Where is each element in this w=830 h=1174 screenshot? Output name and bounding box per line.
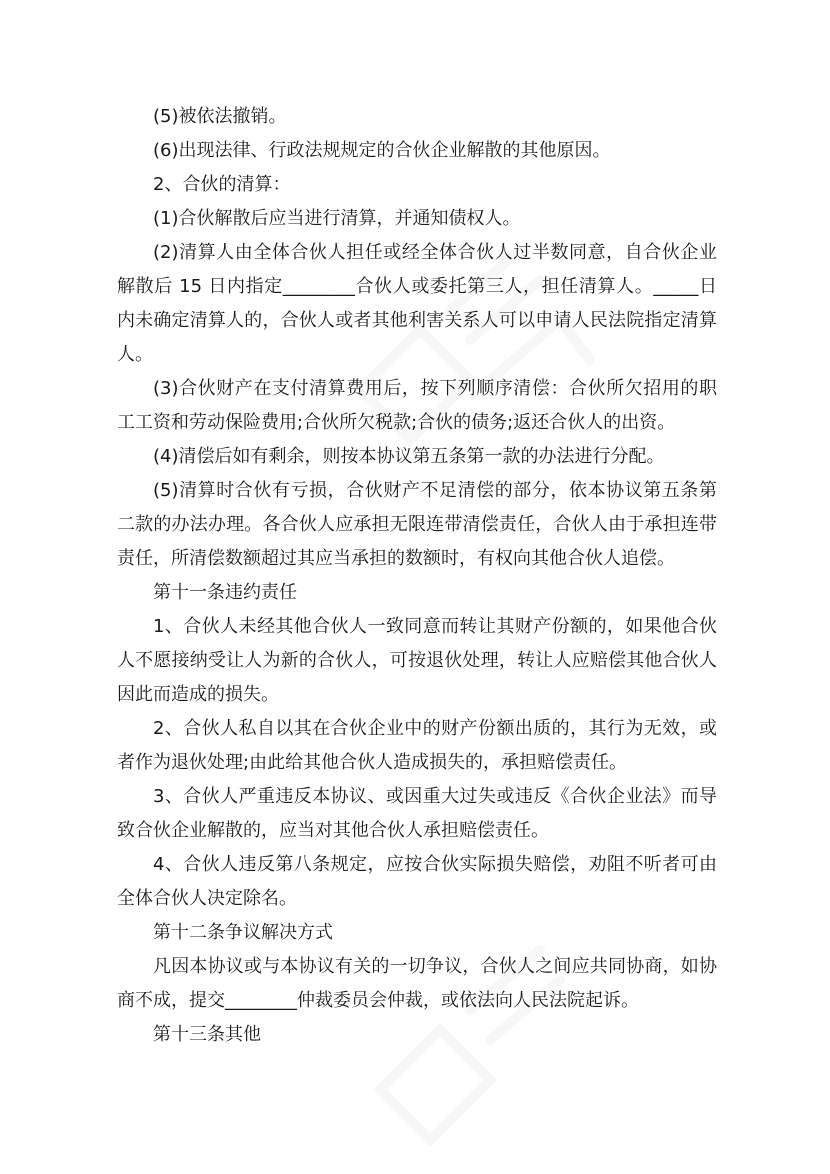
paragraph-breach-4: 4、合伙人违反第八条规定，应按合伙实际损失赔偿，劝阻不听者可由全体合伙人决定除名。 <box>117 854 717 909</box>
paragraph-item-6-other-reasons: (6)出现法律、行政法规规定的合伙企业解散的其他原因。 <box>153 140 611 161</box>
paragraph-item-5-revoked: (5)被依法撤销。 <box>153 106 287 127</box>
article-13-heading: 第十三条其他 <box>153 1024 261 1045</box>
paragraph-liquidation-1: (1)合伙解散后应当进行清算，并通知债权人。 <box>153 208 521 229</box>
article-11-heading: 第十一条违约责任 <box>153 582 297 603</box>
paragraph-breach-3: 3、合伙人严重违反本协议、或因重大过失或违反《合伙企业法》而导致合伙企业解散的，应当对其他合伙人承担赔偿责任。 <box>117 786 717 841</box>
article-12-heading: 第十二条争议解决方式 <box>153 922 333 943</box>
paragraph-dispute: 凡因本协议或与本协议有关的一切争议，合伙人之间应共同协商，如协商不成，提交________仲裁委员会仲裁，或依法向人民法院起诉。 <box>117 956 717 1011</box>
paragraph-liquidation-4: (4)清偿后如有剩余，则按本协议第五条第一款的办法进行分配。 <box>153 446 665 467</box>
paragraph-liquidation-5: (5)清算时合伙有亏损，合伙财产不足清偿的部分，依本协议第五条第二款的办法办理。各合伙人应承担无限连带清偿责任，合伙人由于承担连带责任，所清偿数额超过其应当承担的数额时，有权向其他合伙人追偿。 <box>117 480 717 569</box>
paragraph-breach-2: 2、合伙人私自以其在合伙企业中的财产份额出质的，其行为无效，或者作为退伙处理;由此给其他合伙人造成损失的，承担赔偿责任。 <box>117 718 717 773</box>
paragraph-liquidation-3: (3)合伙财产在支付清算费用后，按下列顺序清偿：合伙所欠招用的职工工资和劳动保险费用;合伙所欠税款;合伙的债务;返还合伙人的出资。 <box>117 378 717 433</box>
paragraph-breach-1: 1、合伙人未经其他合伙人一致同意而转让其财产份额的，如果他合伙人不愿接纳受让人为新的合伙人，可按退伙处理，转让人应赔偿其他合伙人因此而造成的损失。 <box>117 616 717 705</box>
document-body <box>117 100 717 1052</box>
paragraph-liquidation-2: (2)清算人由全体合伙人担任或经全体合伙人过半数同意，自合伙企业解散后 15 日内指定________合伙人或委托第三人，担任清算人。_____日内未确定清算人的，合伙人或者其他利害关系人可以申请人民法院指定清算人。 <box>117 242 717 365</box>
paragraph-liquidation-heading: 2、合伙的清算： <box>153 174 291 195</box>
